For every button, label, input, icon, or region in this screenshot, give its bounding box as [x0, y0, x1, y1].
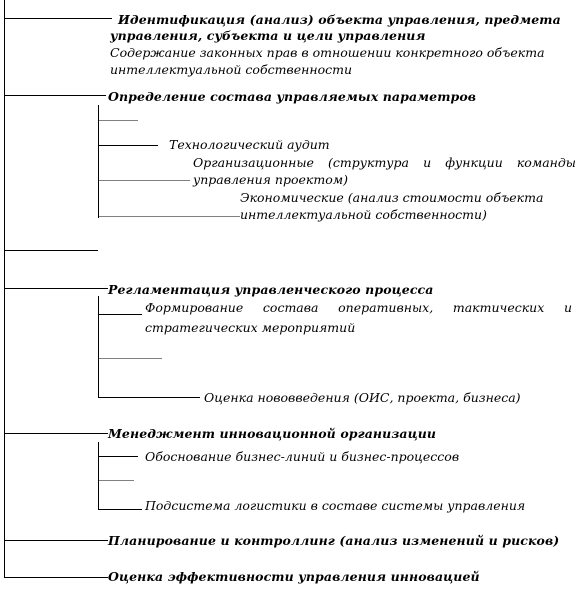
node-organizational-line-1: Организационные (структура и функции команды [193, 155, 576, 170]
node-economic-line-2: интеллектуальной собственности) [240, 207, 487, 222]
node-managed-parameters: Определение состава управляемых параметров [108, 89, 477, 104]
node-business-lines: Обоснование бизнес-линий и бизнес-процессов [145, 449, 460, 464]
node-measures-line-1: Формирование состава оперативных, тактических и [145, 300, 572, 315]
node-measures-line-2: стратегических мероприятий [145, 320, 356, 335]
node-legal-rights-line-2: интеллектуальной собственности [110, 62, 352, 77]
node-innovation-management: Менеджмент инновационной организации [108, 426, 437, 441]
node-logistics-subsystem: Подсистема логистики в составе системы управления [145, 498, 526, 513]
node-organizational-line-2: управления проектом) [193, 172, 348, 187]
node-innovation-assessment: Оценка нововведения (ОИС, проекта, бизнеса) [204, 390, 521, 405]
node-identification-line-2: управления, субъекта и цели управления [110, 28, 426, 43]
node-economic-line-1: Экономические (анализ стоимости объекта [240, 190, 544, 205]
node-legal-rights-line-1: Содержание законных прав в отношении конкретного объекта [110, 45, 545, 60]
node-regulation: Регламентация управленческого процесса [108, 282, 434, 297]
node-efficiency-evaluation: Оценка эффективности управления инновацией [108, 569, 480, 584]
node-planning-controlling: Планирование и контроллинг (анализ изменений и рисков) [108, 533, 560, 548]
node-tech-audit: Технологический аудит [169, 137, 330, 152]
node-identification-line-1: Идентификация (анализ) объекта управления, предмета [118, 12, 561, 27]
